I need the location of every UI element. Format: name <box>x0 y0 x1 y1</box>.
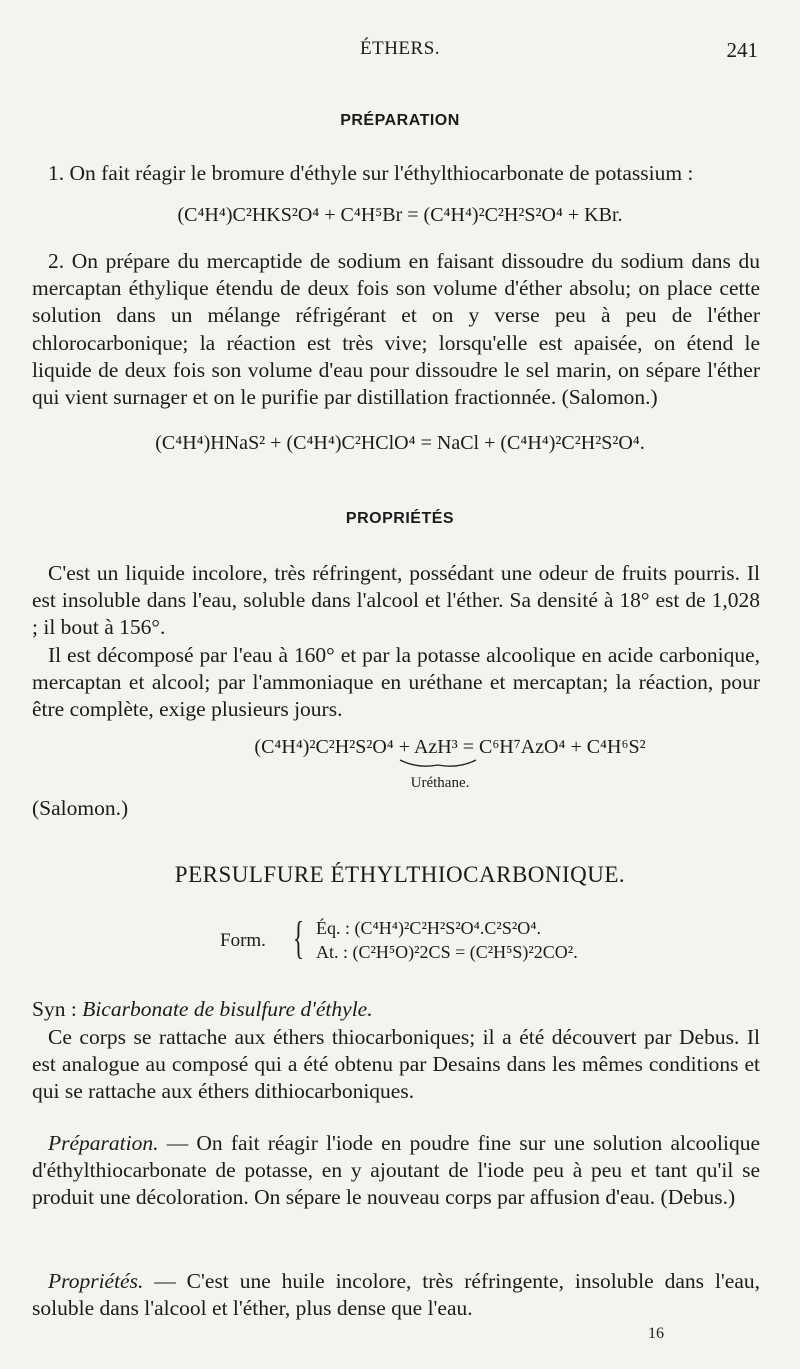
at-line: At. : (C²H⁵O)²2CS = (C²H⁵S)²2CO². <box>316 942 578 962</box>
formula-block <box>316 916 578 964</box>
synonym-line: Syn : Bicarbonate de bisulfure d'éthyle. <box>32 997 373 1021</box>
preparation-label: Préparation. <box>48 1131 159 1155</box>
salomon-citation: (Salomon.) <box>32 796 129 820</box>
persulfure-title: PERSULFURE ÉTHYLTHIOCARBONIQUE. <box>174 862 626 887</box>
persulfure-preparation: Préparation. — On fait réagir l'iode en poudre fine sur une solution alcoolique d'éthylthiocarbonate de potasse, en y ajoutant de l'iode peu à peu et tant qu'il se produit une décoloration. On sépare le nouveau corps par affusion d'eau. (Debus.) <box>32 1131 760 1210</box>
preparation-item-1 <box>32 160 760 187</box>
persulfure-paragraph-1: Ce corps se rattache aux éthers thiocarboniques; il a été découvert par Debus. Il est analogue au composé qui a été obtenu par Desains dans les mêmes conditions et qui se rattache aux éthers dithiocarboniques. <box>32 1025 760 1104</box>
item2-text: 2. On prépare du mercaptide de sodium en faisant dissoudre du sodium dans du mercaptan éthylique étendu de deux fois son volume d'éther absolu; on place cette solution dans un mélange réfrigérant et on y verse peu à peu de l'éther chlorocarbonique; la réaction est très vive; lorsqu'elle est apaisée, on étend le liquide de deux fois son volume d'eau pour dissoudre le sel marin, on sépare l'éther qui vient surnager et on le purifie par distillation fractionnée. (Salomon.) <box>32 249 760 410</box>
urethane-label: Uréthane. <box>410 775 470 791</box>
synonym-name: Bicarbonate de bisulfure d'éthyle. <box>82 997 373 1021</box>
persulfure-properties: Propriétés. — C'est une huile incolore, très réfringente, insoluble dans l'eau, soluble dans l'alcool et l'éther, plus dense que l'eau. <box>32 1269 760 1321</box>
form-label: Form. <box>220 930 266 951</box>
page-number: 241 <box>726 38 758 62</box>
preparation-item-2 <box>32 248 760 411</box>
properties-formula: (C⁴H⁴)²C²H²S²O⁴ + AzH³ = C⁶H⁷AzO⁴ + C⁴H⁶S² <box>254 736 646 758</box>
item1-text: 1. On fait réagir le bromure d'éthyle sur l'éthylthiocarbonate de potassium : <box>48 161 694 185</box>
preparation-heading: PRÉPARATION <box>340 112 460 129</box>
running-title: ÉTHERS. <box>359 38 441 59</box>
properties-heading: PROPRIÉTÉS <box>345 510 455 527</box>
signature-number: 16 <box>648 1325 664 1342</box>
properties-paragraph-2: Il est décomposé par l'eau à 160° et par la potasse alcoolique en acide carbonique, mercaptan et alcool; par l'ammoniaque en uréthane et mercaptan; la réaction, pour être complète, exige plusieurs jours. <box>32 643 760 722</box>
underbrace-icon <box>398 757 478 771</box>
item2-formula: (C⁴H⁴)HNaS² + (C⁴H⁴)C²HClO⁴ = NaCl + (C⁴H⁴)²C²H²S²O⁴. <box>155 432 645 454</box>
brace-icon: { <box>293 912 305 963</box>
item1-formula: (C⁴H⁴)C²HKS²O⁴ + C⁴H⁵Br = (C⁴H⁴)²C²H²S²O⁴ + KBr. <box>177 204 623 226</box>
eq-line: Éq. : (C⁴H⁴)²C²H²S²O⁴.C²S²O⁴. <box>316 918 541 938</box>
properties-paragraph-1: C'est un liquide incolore, très réfringent, possédant une odeur de fruits pourris. Il est insoluble dans l'eau, soluble dans l'alcool et l'éther. Sa densité à 18° est de 1,028 ; il bout à 156°. <box>32 561 760 640</box>
properties-label: Propriétés. <box>48 1269 144 1293</box>
